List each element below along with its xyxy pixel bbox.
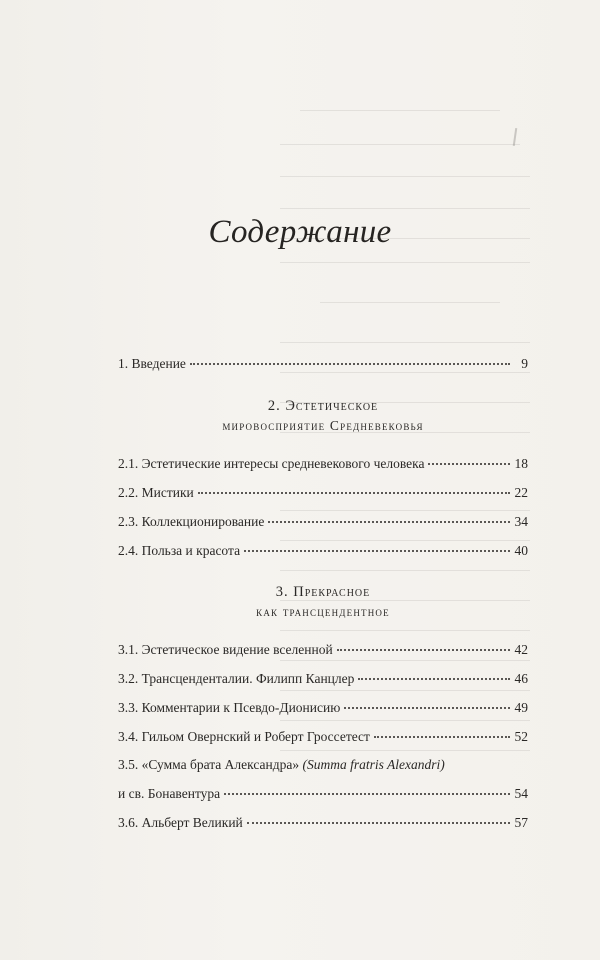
toc-page-number: 46 [514, 671, 528, 686]
toc-page-number: 57 [514, 815, 528, 830]
toc-page-number: 22 [514, 485, 528, 500]
page-crease-mark [513, 128, 517, 146]
toc-entry-label: 2.3. Коллекционирование [118, 514, 265, 529]
dot-leader [224, 793, 510, 795]
section-heading [118, 582, 528, 622]
section-heading-line2: мировосприятие Средневековья [222, 418, 424, 433]
toc-page-number: 42 [514, 642, 528, 657]
toc-entry-label: и св. Бонавентура [118, 786, 221, 801]
toc-entry-continuation[interactable] [118, 786, 528, 806]
toc-entry-label: 2.4. Польза и красота [118, 543, 241, 558]
toc-entry-label-prefix: 3.5. «Сумма брата Александра» [118, 757, 300, 772]
dot-leader [268, 521, 510, 523]
toc-page-number: 52 [514, 729, 528, 744]
toc-entry-label [118, 757, 445, 773]
toc-entry-label: 3.4. Гильом Овернский и Роберт Гроссетест [118, 729, 370, 744]
toc-entry[interactable] [118, 700, 528, 720]
section-heading-line1: 3. Прекрасное [275, 584, 371, 600]
dot-leader [247, 822, 510, 824]
toc-entry-label: 2.1. Эстетические интересы средневекового человека [118, 456, 425, 471]
toc-entry[interactable] [118, 543, 528, 563]
toc-entry[interactable] [118, 514, 528, 534]
toc-entry-label: 3.6. Альберт Великий [118, 815, 243, 830]
page-title: Содержание [208, 214, 392, 250]
toc-entry[interactable] [118, 642, 528, 662]
toc-page-number: 54 [514, 786, 528, 801]
dot-leader [198, 492, 510, 494]
dot-leader [190, 363, 510, 365]
toc-page-number: 49 [514, 700, 528, 715]
toc-entry[interactable] [118, 485, 528, 505]
toc-page-number: 34 [514, 514, 528, 529]
toc-entry[interactable] [118, 456, 528, 476]
section-heading [118, 396, 528, 436]
dot-leader [374, 736, 510, 738]
dot-leader [358, 678, 510, 680]
toc-entry-label: 3.3. Комментарии к Псевдо-Дионисию [118, 700, 341, 715]
toc-entry[interactable] [118, 671, 528, 691]
dot-leader [244, 550, 510, 552]
toc-entry-label: 3.1. Эстетическое видение вселенной [118, 642, 333, 657]
dot-leader [428, 463, 510, 465]
section-heading-line2: как трансцендентное [256, 604, 390, 619]
toc-entry-label: 3.2. Трансценденталии. Филипп Канцлер [118, 671, 355, 686]
toc-entry-introduction[interactable] [118, 356, 528, 376]
toc-page-number: 40 [514, 543, 528, 558]
toc-entry-label-latin: (Summa fratris Alexandri) [302, 757, 445, 772]
section-heading-line1: 2. Эстетическое [267, 398, 379, 414]
toc-entry[interactable] [118, 729, 528, 749]
dot-leader [337, 649, 510, 651]
toc-entry-multiline[interactable] [118, 757, 528, 777]
toc-page-number: 9 [521, 356, 528, 371]
toc-entry[interactable] [118, 815, 528, 835]
toc-entry-label: 2.2. Мистики [118, 485, 194, 500]
dot-leader [344, 707, 510, 709]
toc-page-number: 18 [514, 456, 528, 471]
toc-entry-label: 1. Введение [118, 356, 186, 371]
